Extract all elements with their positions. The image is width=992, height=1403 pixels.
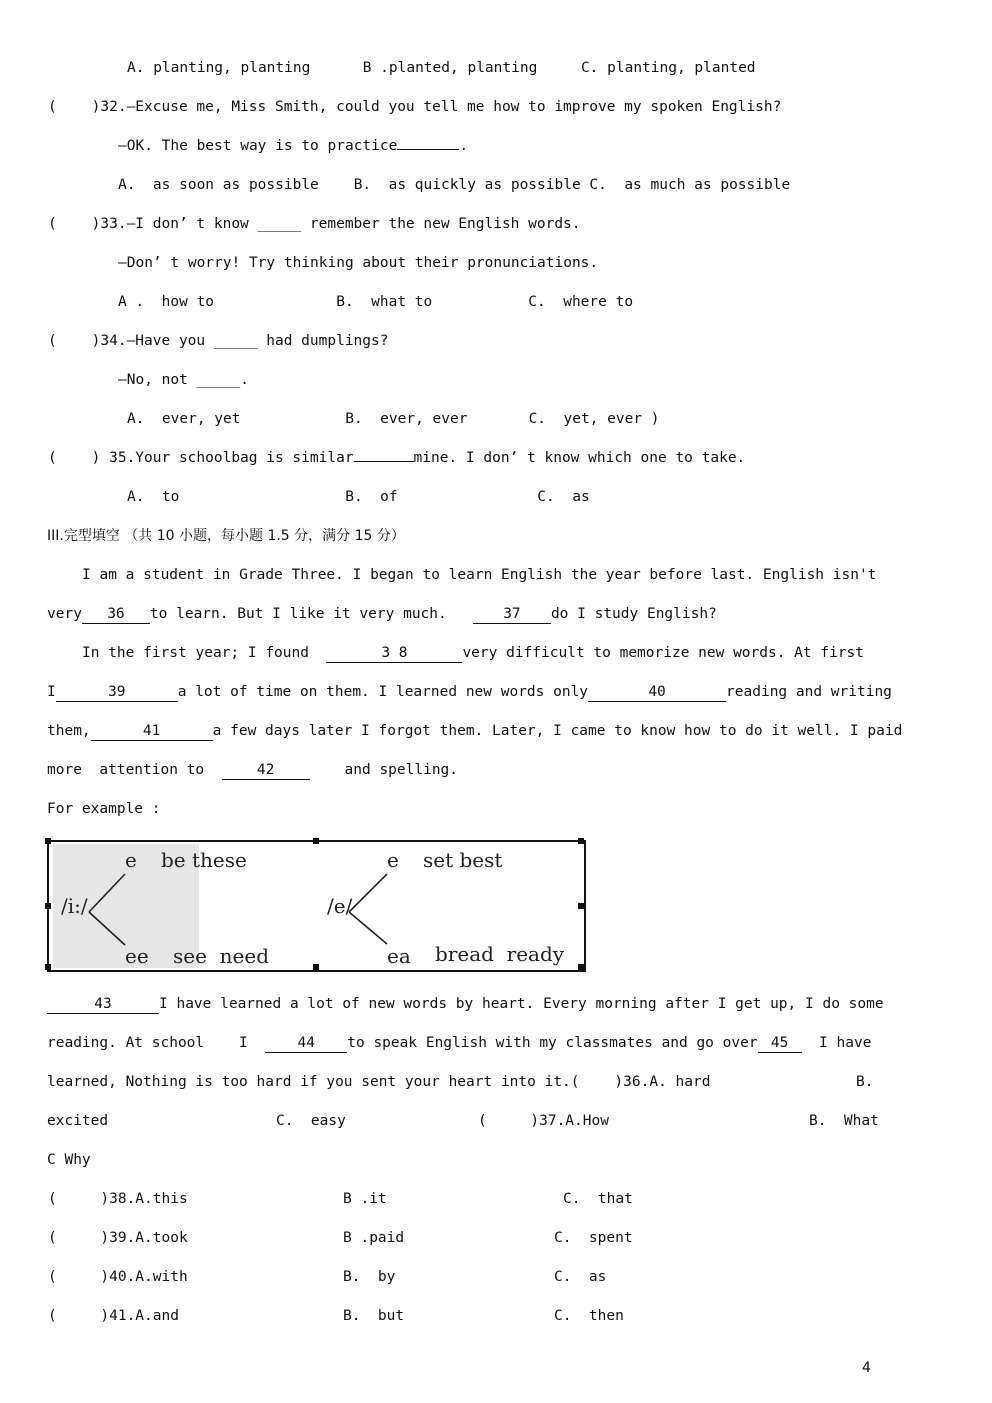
passage-line bbox=[47, 994, 884, 1014]
passage-text: them, bbox=[47, 723, 91, 739]
passage-text: very difficult to memorize new words. At first bbox=[462, 645, 865, 661]
ipa-long-i: /i:/ bbox=[61, 894, 88, 918]
blank-38[interactable]: 3 8 bbox=[326, 644, 462, 663]
blank-42[interactable]: 42 bbox=[222, 761, 310, 780]
q41-stem: ( )41.A.and bbox=[48, 1308, 179, 1324]
page-number: 4 bbox=[862, 1360, 871, 1376]
passage-text: more attention to bbox=[47, 762, 205, 778]
blank-43[interactable]: 43 bbox=[47, 995, 159, 1014]
figure-letter: e bbox=[125, 848, 137, 872]
q32-reply bbox=[118, 136, 468, 156]
passage-line bbox=[47, 604, 717, 624]
passage-text: do I study English? bbox=[550, 606, 717, 622]
passage-text: I have learned a lot of new words by heart. Every morning after I get up, I do some bbox=[159, 996, 884, 1012]
figure-words: set best bbox=[423, 848, 503, 872]
q33-stem-text: )33.—I don’ t know _____ remember the new English words. bbox=[56, 216, 581, 232]
option-c: C. that bbox=[563, 1191, 633, 1207]
passage-text: a few days later I forgot them. Later, I came to know how to do it well. I paid bbox=[212, 723, 903, 739]
section-title: III.完型填空 （共 10 小题，每小题 1.5 分，满分 15 分） bbox=[47, 528, 405, 544]
option-text: C. easy bbox=[276, 1113, 346, 1129]
answer-paren[interactable]: ( bbox=[48, 333, 57, 349]
passage-text: reading. At school I bbox=[47, 1035, 248, 1051]
q35-stem bbox=[48, 448, 745, 468]
answer-paren[interactable]: ( bbox=[48, 99, 57, 115]
blank-39[interactable]: 39 bbox=[56, 683, 178, 702]
passage-text: I have bbox=[819, 1035, 872, 1051]
q32-stem bbox=[48, 97, 781, 117]
q40-stem: ( )40.A.with bbox=[48, 1269, 188, 1285]
passage-text: a lot of time on them. I learned new words only bbox=[177, 684, 589, 700]
option-c: C. as bbox=[554, 1269, 607, 1285]
option-text: C Why bbox=[47, 1152, 91, 1168]
figure-letter: ee bbox=[125, 944, 149, 968]
blank-45[interactable]: 45 bbox=[758, 1034, 802, 1053]
blank-44[interactable]: 44 bbox=[265, 1034, 347, 1053]
blank-37[interactable]: 37 bbox=[473, 605, 551, 624]
passage-line: learned, Nothing is too hard if you sent your heart into it.( )36.A. hard bbox=[47, 1074, 711, 1090]
q33-stem bbox=[48, 214, 581, 234]
passage-line bbox=[47, 721, 902, 741]
answer-paren[interactable]: ( bbox=[48, 450, 57, 466]
option-b-label: B. bbox=[856, 1074, 874, 1090]
option-c: C. spent bbox=[554, 1230, 633, 1246]
q32-blank[interactable] bbox=[397, 149, 459, 150]
passage-line bbox=[47, 760, 458, 780]
passage-text: I bbox=[47, 684, 56, 700]
for-example-label: For example : bbox=[47, 801, 161, 817]
q38-stem: ( )38.A.this bbox=[48, 1191, 188, 1207]
figure-words: bread ready bbox=[435, 942, 565, 966]
figure-letter: ea bbox=[387, 944, 411, 968]
option-b: B .it bbox=[343, 1191, 387, 1207]
option-c: C. then bbox=[554, 1308, 624, 1324]
blank-41[interactable]: 41 bbox=[91, 722, 213, 741]
option-b: B. but bbox=[343, 1308, 405, 1324]
passage-text: to speak English with my classmates and go over bbox=[347, 1035, 758, 1051]
passage-line: I am a student in Grade Three. I began to learn English the year before last. English isn't bbox=[82, 567, 877, 583]
option-b: B .paid bbox=[343, 1230, 405, 1246]
q35-stem-a: ) 35.Your schoolbag is similar bbox=[56, 450, 354, 466]
q35-stem-b: mine. I don’ t know which one to take. bbox=[413, 450, 746, 466]
passage-line bbox=[82, 643, 864, 663]
q35-options: A. to B. of C. as bbox=[127, 489, 590, 505]
q34-stem bbox=[48, 331, 388, 351]
passage-text: to learn. But I like it very much. bbox=[149, 606, 447, 622]
figure-words: be these bbox=[161, 848, 247, 872]
q32-stem-text: )32.—Excuse me, Miss Smith, could you tell me how to improve my spoken English? bbox=[56, 99, 782, 115]
q37-stem: ( )37.A.How bbox=[478, 1113, 609, 1129]
ipa-e: /e/ bbox=[327, 894, 353, 918]
q32-reply-text: —OK. The best way is to practice bbox=[118, 138, 398, 154]
figure-words: see need bbox=[173, 944, 270, 968]
answer-paren[interactable]: ( bbox=[48, 216, 57, 232]
blank-40[interactable]: 40 bbox=[588, 683, 726, 702]
q33-reply: —Don’ t worry! Try thinking about their pronunciations. bbox=[118, 255, 599, 271]
q34-reply: —No, not _____. bbox=[118, 372, 249, 388]
q32-reply-end: . bbox=[459, 138, 469, 154]
q34-stem-text: )34.—Have you _____ had dumplings? bbox=[56, 333, 389, 349]
q39-stem: ( )39.A.took bbox=[48, 1230, 188, 1246]
option-text: B. What bbox=[809, 1113, 879, 1129]
passage-line bbox=[47, 1033, 871, 1053]
q32-options: A. as soon as possible B. as quickly as possible C. as much as possible bbox=[118, 177, 791, 193]
q33-options: A . how to B. what to C. where to bbox=[118, 294, 634, 310]
phonics-figure bbox=[47, 840, 586, 972]
passage-text: and spelling. bbox=[344, 762, 459, 778]
q34-options: A. ever, yet B. ever, ever C. yet, ever ) bbox=[127, 411, 660, 427]
passage-line bbox=[47, 682, 892, 702]
option-text: excited bbox=[47, 1113, 109, 1129]
passage-text: reading and writing bbox=[726, 684, 892, 700]
passage-text: In the first year; I found bbox=[82, 645, 309, 661]
q35-blank[interactable] bbox=[354, 461, 414, 462]
blank-36[interactable]: 36 bbox=[82, 605, 150, 624]
figure-letter: e bbox=[387, 848, 399, 872]
passage-text: very bbox=[47, 606, 82, 622]
option-b: B. by bbox=[343, 1269, 396, 1285]
q31-options: A. planting, planting B .planted, planting C. planting, planted bbox=[127, 60, 756, 76]
